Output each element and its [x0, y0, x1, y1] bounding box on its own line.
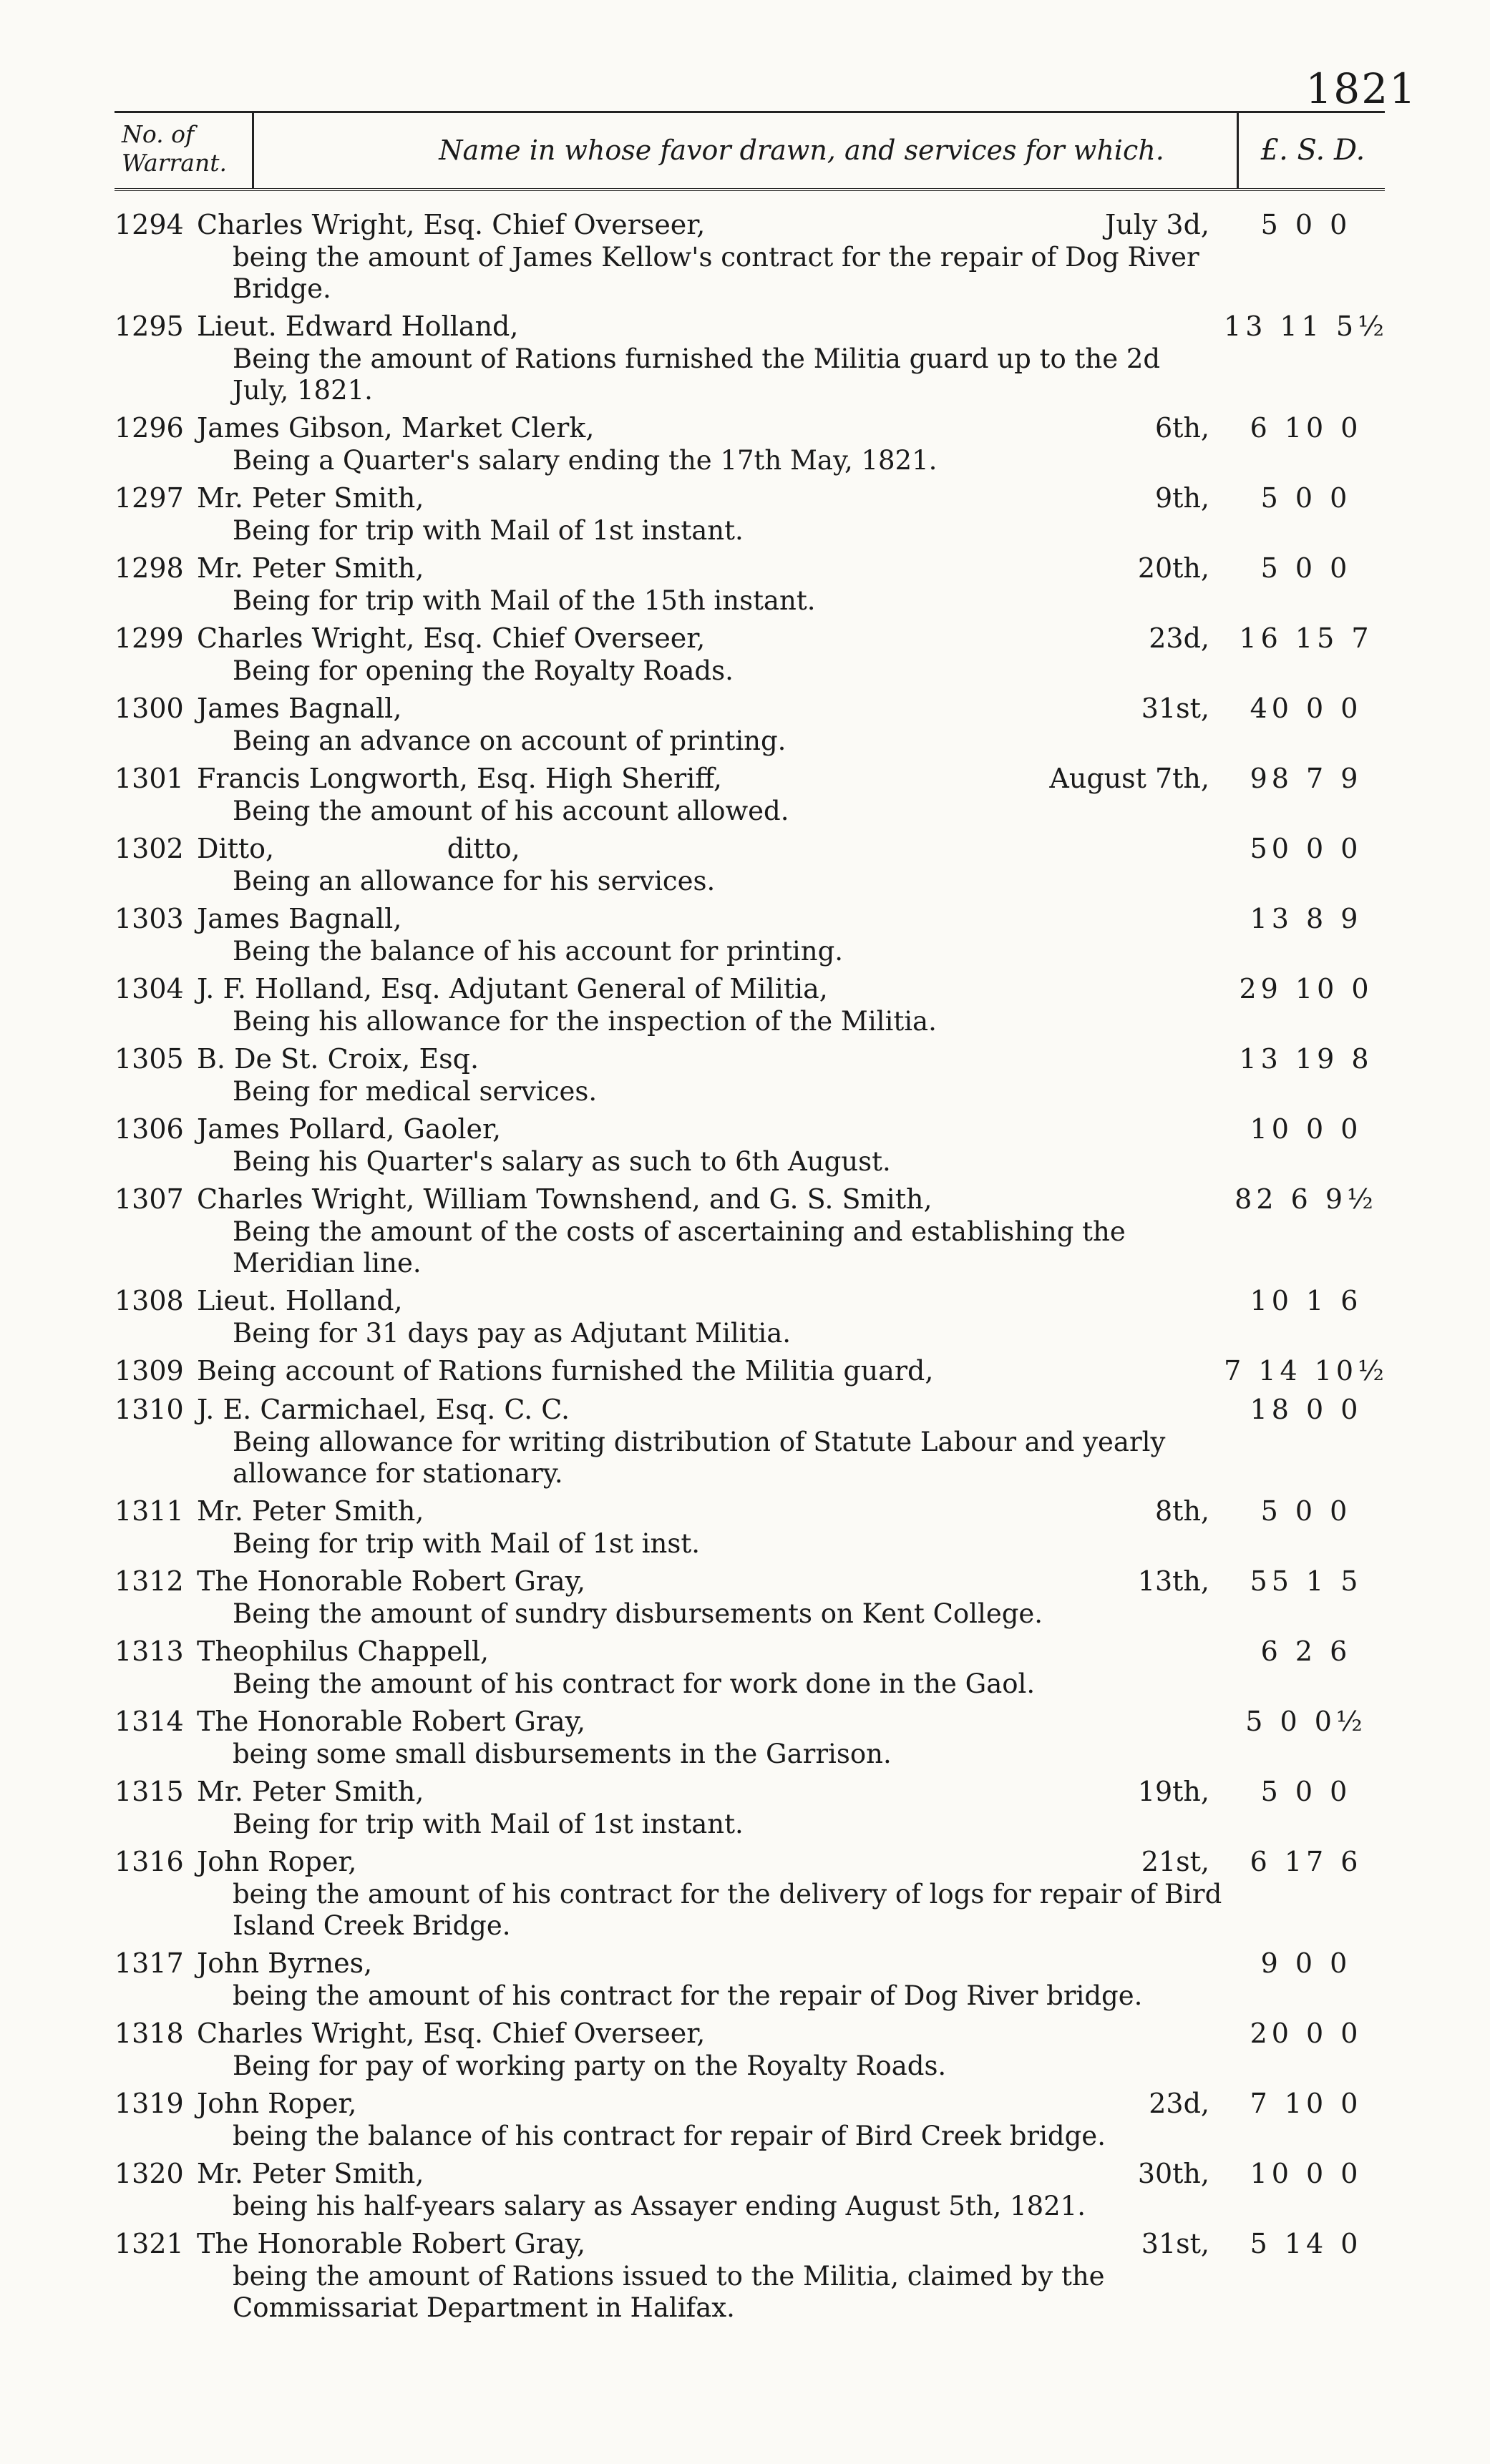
warrant-amount: 6 2 6	[1260, 1636, 1352, 1667]
header-name-and-services: Name in whose favor drawn, and services for which.	[439, 135, 1164, 166]
warrant-entry-line	[115, 2016, 1388, 2050]
warrant-entry-line	[115, 2156, 1388, 2191]
warrant-entry	[115, 2156, 1388, 2222]
warrant-number: 1311	[115, 1495, 184, 1527]
header-warrant-number: No. of Warrant.	[115, 113, 254, 188]
warrant-date: 13th,	[1137, 1565, 1209, 1597]
service-description: being his half-years salary as Assayer ending August 5th, 1821.	[233, 2191, 1086, 2221]
warrant-entry	[115, 1844, 1388, 1942]
payee-name: John Byrnes,	[197, 1947, 373, 1979]
warrant-entry-line	[115, 1564, 1388, 1598]
warrant-amount: 6 17 6	[1250, 1846, 1363, 1877]
warrant-amount: 20 0 0	[1250, 2018, 1363, 2049]
warrant-number: 1294	[115, 209, 184, 240]
warrant-number: 1302	[115, 833, 184, 864]
warrant-number: 1315	[115, 1776, 184, 1807]
payee-name: Being account of Rations furnished the Militia guard,	[197, 1355, 934, 1387]
warrant-number: 1305	[115, 1043, 184, 1075]
payee-name: The Honorable Robert Gray,	[197, 2228, 586, 2259]
service-description: Being for trip with Mail of 1st inst.	[233, 1528, 700, 1559]
warrant-number: 1306	[115, 1113, 184, 1145]
warrant-amount: 5 0 0	[1260, 482, 1352, 514]
warrant-date: 8th,	[1155, 1495, 1209, 1527]
warrant-entry	[115, 831, 1388, 897]
warrant-amount: 5 0 0	[1260, 1495, 1352, 1527]
service-description: Being his allowance for the inspection of the Militia.	[233, 1006, 937, 1037]
payee-name: Charles Wright, Esq. Chief Overseer,	[197, 622, 706, 654]
warrant-entry	[115, 1112, 1388, 1178]
warrant-number: 1295	[115, 311, 184, 342]
column-header	[115, 111, 1385, 191]
warrant-entry	[115, 761, 1388, 827]
payee-name: The Honorable Robert Gray,	[197, 1706, 586, 1737]
warrant-amount: 6 10 0	[1250, 412, 1363, 444]
warrant-amount: 40 0 0	[1250, 693, 1363, 724]
payee-name: Charles Wright, Esq. Chief Overseer,	[197, 209, 706, 240]
warrant-entry	[115, 309, 1388, 406]
warrant-entry	[115, 411, 1388, 476]
warrant-entry-line	[115, 1182, 1388, 1216]
warrant-entry	[115, 207, 1388, 305]
warrant-amount: 7 10 0	[1250, 2088, 1363, 2119]
payee-name: Francis Longworth, Esq. High Sheriff,	[197, 763, 722, 794]
warrant-entry-line	[115, 207, 1388, 242]
warrant-number: 1319	[115, 2088, 184, 2119]
service-description: Being the amount of his account allowed.	[233, 796, 789, 826]
payee-name: Mr. Peter Smith,	[197, 1495, 424, 1527]
service-description: being the amount of his contract for the repair of Dog River bridge.	[233, 1980, 1143, 2011]
warrant-amount: 5 0 0	[1260, 552, 1352, 584]
warrant-amount: 5 0 0	[1260, 1776, 1352, 1807]
payee-name: Ditto, ditto,	[197, 833, 520, 864]
service-description: Being the amount of Rations furnished the Militia guard up to the 2d July, 1821.	[233, 343, 1161, 406]
warrant-entry	[115, 1494, 1388, 1560]
warrant-entry	[115, 621, 1388, 687]
warrant-number: 1299	[115, 622, 184, 654]
warrant-entry	[115, 691, 1388, 757]
warrant-amount: 13 11 5½	[1224, 311, 1388, 342]
warrant-number: 1321	[115, 2228, 184, 2259]
warrant-entry	[115, 972, 1388, 1037]
warrant-number: 1296	[115, 412, 184, 444]
service-description: Being the amount of the costs of ascertaining and establishing the Meridian line.	[233, 1216, 1126, 1279]
warrant-number: 1316	[115, 1846, 184, 1877]
warrant-number: 1313	[115, 1636, 184, 1667]
warrant-entry-line	[115, 621, 1388, 655]
warrant-entry-line	[115, 1042, 1388, 1076]
service-description: Being the balance of his account for printing.	[233, 936, 844, 967]
warrant-list	[115, 207, 1388, 2328]
warrant-amount: 16 15 7	[1239, 622, 1373, 654]
warrant-number: 1300	[115, 693, 184, 724]
warrant-number: 1314	[115, 1706, 184, 1737]
service-description: Being for pay of working party on the Royalty Roads.	[233, 2050, 947, 2081]
warrant-entry	[115, 551, 1388, 617]
warrant-entry	[115, 1284, 1388, 1349]
warrant-number: 1307	[115, 1183, 184, 1215]
warrant-entry-line	[115, 972, 1388, 1006]
warrant-amount: 55 1 5	[1250, 1565, 1363, 1597]
service-description: Being for trip with Mail of 1st instant.	[233, 515, 744, 546]
service-description: Being a Quarter's salary ending the 17th May, 1821.	[233, 445, 938, 476]
service-description: Being an allowance for his services.	[233, 866, 716, 896]
warrant-entry	[115, 1774, 1388, 1840]
warrant-entry-line	[115, 2086, 1388, 2121]
warrant-number: 1312	[115, 1565, 184, 1597]
service-description: Being for trip with Mail of the 15th instant.	[233, 585, 816, 616]
warrant-entry-line	[115, 1946, 1388, 1980]
payee-name: John Roper,	[197, 1846, 357, 1877]
warrant-entry-line	[115, 1844, 1388, 1879]
warrant-number: 1301	[115, 763, 184, 794]
payee-name: James Bagnall,	[197, 903, 402, 934]
warrant-number: 1320	[115, 2158, 184, 2189]
warrant-entry	[115, 1354, 1388, 1388]
warrant-entry	[115, 2016, 1388, 2082]
warrant-date: 23d,	[1149, 2088, 1209, 2119]
warrant-date: 31st,	[1141, 693, 1209, 724]
payee-name: J. E. Carmichael, Esq. C. C.	[197, 1394, 570, 1425]
warrant-entry-line	[115, 1774, 1388, 1809]
payee-name: Mr. Peter Smith,	[197, 2158, 424, 2189]
warrant-number: 1297	[115, 482, 184, 514]
warrant-date: 21st,	[1141, 1846, 1209, 1877]
warrant-date: 20th,	[1137, 552, 1209, 584]
warrant-date: August 7th,	[1049, 763, 1209, 794]
payee-name: James Bagnall,	[197, 693, 402, 724]
warrant-entry-line	[115, 1112, 1388, 1146]
warrant-entry	[115, 2226, 1388, 2324]
payee-name: Mr. Peter Smith,	[197, 552, 424, 584]
warrant-amount: 5 0 0½	[1245, 1706, 1367, 1737]
warrant-date: 31st,	[1141, 2228, 1209, 2259]
service-description: being the balance of his contract for repair of Bird Creek bridge.	[233, 2121, 1106, 2151]
warrant-entry	[115, 1182, 1388, 1279]
warrant-number: 1309	[115, 1355, 184, 1387]
service-description: Being for trip with Mail of 1st instant.	[233, 1809, 744, 1839]
warrant-amount: 13 8 9	[1250, 903, 1363, 934]
warrant-entry-line	[115, 411, 1388, 445]
warrant-entry-line	[115, 481, 1388, 515]
payee-name: Mr. Peter Smith,	[197, 482, 424, 514]
warrant-entry	[115, 481, 1388, 547]
payee-name: B. De St. Croix, Esq.	[197, 1043, 479, 1075]
warrant-amount: 18 0 0	[1250, 1394, 1363, 1425]
warrant-entry-line	[115, 761, 1388, 796]
warrant-entry-line	[115, 1392, 1388, 1427]
warrant-amount: 10 0 0	[1250, 1113, 1363, 1145]
payee-name: Lieut. Edward Holland,	[197, 311, 519, 342]
warrant-entry	[115, 1564, 1388, 1630]
warrant-date: July 3d,	[1105, 209, 1209, 240]
warrant-entry-line	[115, 901, 1388, 936]
warrant-amount: 7 14 10½	[1224, 1355, 1388, 1387]
service-description: Being his Quarter's salary as such to 6th August.	[233, 1146, 891, 1177]
service-description: being some small disbursements in the Garrison.	[233, 1739, 892, 1769]
warrant-entry-line	[115, 1494, 1388, 1528]
warrant-entry-line	[115, 551, 1388, 585]
warrant-amount: 9 0 0	[1260, 1947, 1352, 1979]
payee-name: John Roper,	[197, 2088, 357, 2119]
service-description: being the amount of Rations issued to the Militia, claimed by the Commissariat Department in Halifax.	[233, 2261, 1105, 2323]
warrant-date: 23d,	[1149, 622, 1209, 654]
warrant-number: 1317	[115, 1947, 184, 1979]
payee-name: J. F. Holland, Esq. Adjutant General of Militia,	[197, 973, 828, 1004]
payee-name: James Pollard, Gaoler,	[197, 1113, 502, 1145]
warrant-entry-line	[115, 309, 1388, 343]
warrant-date: 9th,	[1155, 482, 1209, 514]
warrant-number: 1318	[115, 2018, 184, 2049]
warrant-entry	[115, 1392, 1388, 1490]
service-description: Being for 31 days pay as Adjutant Militia.	[233, 1318, 792, 1349]
warrant-amount: 82 6 9½	[1235, 1183, 1378, 1215]
payee-name: Lieut. Holland,	[197, 1285, 403, 1316]
warrant-entry	[115, 1042, 1388, 1108]
warrant-amount: 5 0 0	[1260, 209, 1352, 240]
warrant-amount: 29 10 0	[1239, 973, 1373, 1004]
warrant-entry-line	[115, 2226, 1388, 2261]
warrant-entry-line	[115, 1634, 1388, 1668]
service-description: Being for medical services.	[233, 1076, 598, 1107]
warrant-entry-line	[115, 1284, 1388, 1318]
warrant-entry-line	[115, 691, 1388, 725]
warrant-number: 1298	[115, 552, 184, 584]
service-description: being the amount of his contract for the delivery of logs for repair of Bird Island Creek Bridge.	[233, 1879, 1222, 1941]
warrant-date: 30th,	[1137, 2158, 1209, 2189]
warrant-amount: 50 0 0	[1250, 833, 1363, 864]
warrant-amount: 10 0 0	[1250, 2158, 1363, 2189]
warrant-number: 1303	[115, 903, 184, 934]
service-description: Being allowance for writing distribution of Statute Labour and yearly allowance for stationary.	[233, 1427, 1166, 1489]
payee-name: Theophilus Chappell,	[197, 1636, 490, 1667]
service-description: being the amount of James Kellow's contract for the repair of Dog River Bridge.	[233, 242, 1199, 304]
payee-name: The Honorable Robert Gray,	[197, 1565, 586, 1597]
service-description: Being for opening the Royalty Roads.	[233, 655, 734, 686]
header-amount: £. S. D.	[1237, 113, 1387, 188]
warrant-entry-line	[115, 1704, 1388, 1739]
warrant-amount: 5 14 0	[1250, 2228, 1363, 2259]
warrant-amount: 13 19 8	[1239, 1043, 1373, 1075]
warrant-date: 19th,	[1137, 1776, 1209, 1807]
service-description: Being an advance on account of printing.	[233, 725, 787, 756]
payee-name: Charles Wright, William Townshend, and G. S. Smith,	[197, 1183, 933, 1215]
warrant-amount: 10 1 6	[1250, 1285, 1363, 1316]
warrant-entry	[115, 1704, 1388, 1770]
warrant-amount: 98 7 9	[1250, 763, 1363, 794]
warrant-entry	[115, 1634, 1388, 1700]
warrant-entry	[115, 2086, 1388, 2152]
payee-name: Mr. Peter Smith,	[197, 1776, 424, 1807]
warrant-number: 1304	[115, 973, 184, 1004]
warrant-entry-line	[115, 831, 1388, 866]
warrant-entry-line	[115, 1354, 1388, 1388]
warrant-entry	[115, 901, 1388, 967]
payee-name: Charles Wright, Esq. Chief Overseer,	[197, 2018, 706, 2049]
service-description: Being the amount of his contract for work done in the Gaol.	[233, 1668, 1036, 1699]
page-year: 1821	[1305, 64, 1417, 113]
warrant-number: 1310	[115, 1394, 184, 1425]
service-description: Being the amount of sundry disbursements on Kent College.	[233, 1598, 1043, 1629]
warrant-number: 1308	[115, 1285, 184, 1316]
warrant-date: 6th,	[1155, 412, 1209, 444]
warrant-entry	[115, 1946, 1388, 2012]
payee-name: James Gibson, Market Clerk,	[197, 412, 595, 444]
